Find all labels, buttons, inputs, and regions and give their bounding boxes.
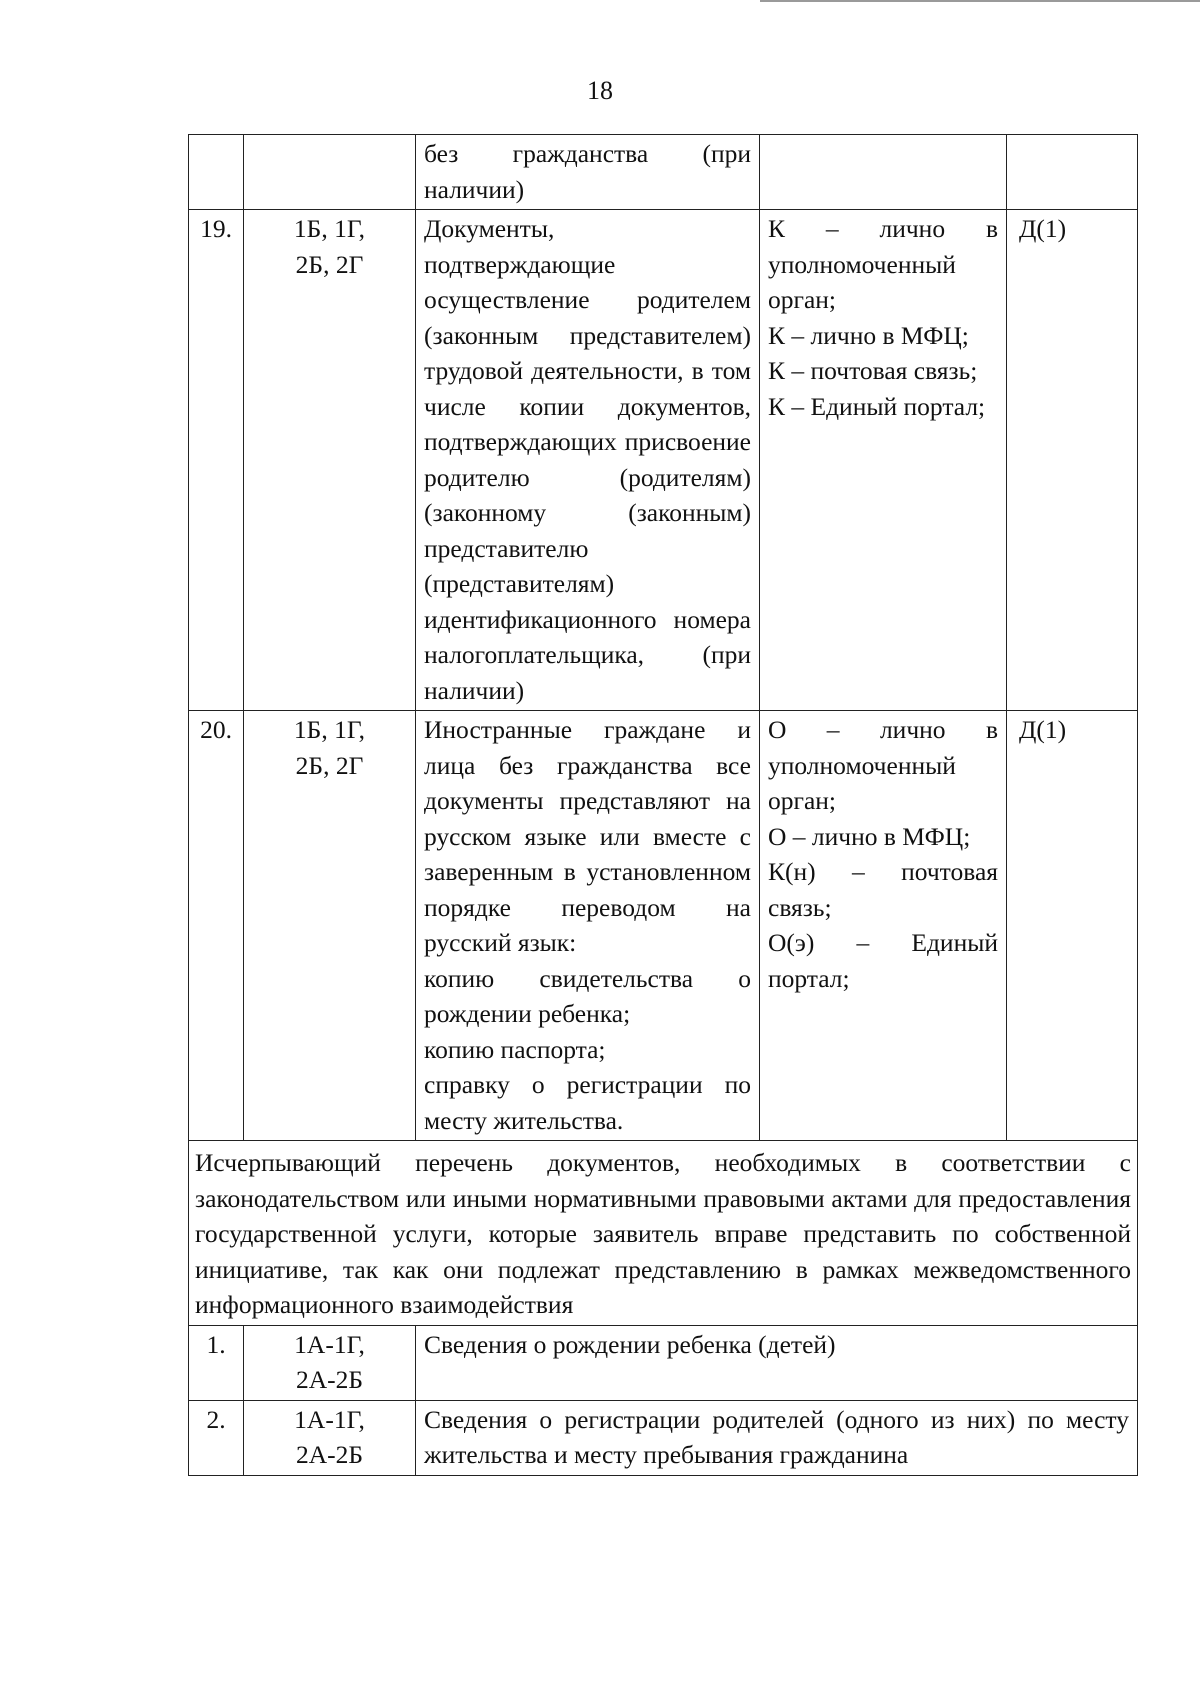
row-categories: 1А-1Г, 2А-2Б (244, 1400, 416, 1475)
row-document: Иностранные граждане и лица без гражданства все документы представляют на русском языке или вместе с заверенным в установленном порядке переводом на русский язык: копию свидетельства о рождении ребенка; копию паспорта; справку о регистрации по месту жительства. (416, 711, 760, 1141)
table-row (189, 1325, 1138, 1400)
row-document: Сведения о рождении ребенка (детей) (416, 1325, 1138, 1400)
row-number: 19. (189, 210, 244, 711)
row-categories (244, 135, 416, 210)
page-number: 18 (587, 76, 613, 105)
row-number: 2. (189, 1400, 244, 1475)
section-title: Исчерпывающий перечень документов, необходимых в соответствии с законодательством или иными нормативными правовыми актами для предоставления государственной услуги, которые заявитель вправе представить по собственной инициативе, так как они подлежат представлению в рамках межведомственного информационного взаимодействия (189, 1141, 1138, 1326)
scan-edge-line (760, 0, 1200, 2)
table-row (189, 711, 1138, 1141)
table-row (189, 210, 1138, 711)
row-number: 20. (189, 711, 244, 1141)
row-categories: 1Б, 1Г, 2Б, 2Г (244, 711, 416, 1141)
section-header-row (189, 1141, 1138, 1326)
row-document: Сведения о регистрации родителей (одного из них) по месту жительства и месту пребывания гражданина (416, 1400, 1138, 1475)
row-mark: Д(1) (1007, 210, 1138, 711)
documents-table (188, 134, 1138, 1476)
row-submission-method: О – лично в уполномоченный орган; О – лично в МФЦ; К(н) – почтовая связь; О(э) – Единый портал; (760, 711, 1007, 1141)
row-number: 1. (189, 1325, 244, 1400)
row-submission-method (760, 135, 1007, 210)
row-number (189, 135, 244, 210)
row-categories: 1А-1Г, 2А-2Б (244, 1325, 416, 1400)
row-mark: Д(1) (1007, 711, 1138, 1141)
row-document: Документы, подтверждающие осуществление родителем (законным представителем) трудовой деятельности, в том числе копии документов, подтверждающих присвоение родителю (родителям) (законному (законным) представителю (представителям) идентификационного номера налогоплательщика, (при наличии) (416, 210, 760, 711)
table-row (189, 135, 1138, 210)
row-submission-method: К – лично в уполномоченный орган; К – лично в МФЦ; К – почтовая связь; К – Единый портал; (760, 210, 1007, 711)
table-row (189, 1400, 1138, 1475)
row-mark (1007, 135, 1138, 210)
row-categories: 1Б, 1Г, 2Б, 2Г (244, 210, 416, 711)
row-document: без гражданства (при наличии) (416, 135, 760, 210)
